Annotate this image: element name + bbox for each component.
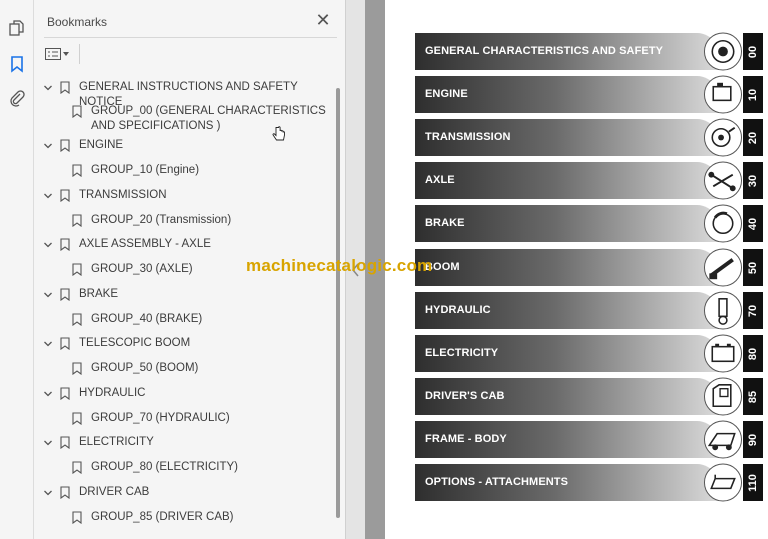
transmission-icon [703,118,743,157]
toc-number-tab [743,421,763,458]
toc-number-tab [743,335,763,372]
bookmark-icon [60,238,70,251]
toc-entry[interactable] [415,162,763,199]
close-icon[interactable]: ✕ [315,10,331,30]
toc-number: 80 [747,347,759,360]
bookmark-icon [60,139,70,152]
chevron-down-icon[interactable] [43,339,53,349]
document-page [385,0,768,539]
toc-label: HYDRAULIC [425,304,491,316]
toc-label: TRANSMISSION [425,131,511,143]
hand-cursor-icon [272,126,286,142]
toc-entry[interactable] [415,76,763,113]
toc-number: 110 [747,473,759,492]
boom-icon [703,248,743,287]
frame-icon [703,420,743,459]
engine-icon [703,75,743,114]
toc-label: BRAKE [425,217,465,229]
bookmark-label: GENERAL INSTRUCTIONS AND SAFETY NOTICE [79,81,298,108]
toc-band [415,249,725,286]
toc-number-tab [743,162,763,199]
bookmark-label: GROUP_70 (HYDRAULIC) [91,412,230,424]
toc-label: FRAME - BODY [425,433,507,445]
bookmark-label: AXLE ASSEMBLY - AXLE [79,238,211,250]
chevron-down-icon[interactable] [43,438,53,448]
bookmark-label: GROUP_30 (AXLE) [91,263,193,275]
attachment-icon[interactable] [5,86,29,110]
bookmark-icon [60,337,70,350]
toc-number: 90 [747,433,759,446]
toc-number: 70 [747,304,759,317]
toc-number-tab [743,119,763,156]
toc-number: 30 [747,174,759,187]
chevron-down-icon[interactable] [43,141,53,151]
bookmark-label: DRIVER CAB [79,486,150,498]
toc-entry[interactable] [415,33,763,70]
tools-rail [0,0,34,539]
toc-number-tab [743,378,763,415]
toc-label: ENGINE [425,88,468,100]
attachments-icon [703,463,743,502]
brake-icon [703,204,743,243]
chevron-down-icon[interactable] [43,240,53,250]
bookmark-icon [72,412,82,425]
bookmark-icon[interactable] [5,52,29,76]
bookmark-icon [60,486,70,499]
electricity-icon [703,334,743,373]
bookmark-icon [72,461,82,474]
toc-number-tab [743,464,763,501]
toc-entry[interactable] [415,205,763,242]
bookmark-label: GROUP_50 (BOOM) [91,362,199,374]
hydraulic-icon [703,291,743,330]
bookmark-icon [60,189,70,202]
toc-label: BOOM [425,261,460,273]
dropdown-caret-icon [63,52,69,56]
toc-entry[interactable] [415,464,763,501]
toc-label: DRIVER'S CAB [425,390,505,402]
chevron-down-icon[interactable] [43,83,53,93]
bookmark-icon [60,387,70,400]
toc-entry[interactable] [415,249,763,286]
toc-number: 20 [747,131,759,144]
chevron-down-icon[interactable] [43,290,53,300]
bookmark-options-button[interactable] [45,44,75,64]
bookmark-icon [60,436,70,449]
cab-icon [703,377,743,416]
toc-number: 50 [747,261,759,274]
toc-number-tab [743,249,763,286]
bookmark-label: GROUP_10 (Engine) [91,164,200,176]
toc-number: 85 [747,390,759,403]
toc-number-tab [743,76,763,113]
bookmark-icon [60,288,70,301]
bookmark-icon [72,263,82,276]
toc-entry[interactable] [415,119,763,156]
bookmark-icon [60,81,70,94]
copy-pages-icon[interactable] [5,16,29,40]
bookmark-icon [72,362,82,375]
safety-icon [703,32,743,71]
bookmark-label: ELECTRICITY [79,436,154,448]
scrollbar[interactable] [334,76,342,539]
toc-number: 00 [747,45,759,58]
divider [79,44,80,64]
bookmark-icon [72,511,82,524]
bookmark-label: BRAKE [79,288,118,300]
toc-number-tab [743,205,763,242]
panel-title: Bookmarks [47,15,108,29]
scrollbar-thumb[interactable] [336,88,340,518]
bookmark-label: TELESCOPIC BOOM [79,337,191,349]
bookmark-label: GROUP_80 (ELECTRICITY) [91,461,238,473]
bookmark-icon [72,214,82,227]
toc-label: GENERAL CHARACTERISTICS AND SAFETY [425,45,664,57]
watermark: machinecatalogic.com [246,256,433,275]
bookmark-tree [34,74,332,539]
toc-label: OPTIONS - ATTACHMENTS [425,476,569,488]
toc-number-tab [743,292,763,329]
toc-label: AXLE [425,174,455,186]
bookmark-label: ENGINE [79,139,124,151]
bookmark-label: GROUP_00 (GENERAL CHARACTERISTICS AND SPECIFICATIONS ) [91,105,326,132]
toc-number-tab [743,33,763,70]
bookmark-label: TRANSMISSION [79,189,167,201]
toc-entry[interactable] [415,378,763,415]
toc-entry[interactable] [415,421,763,458]
bookmark-label: GROUP_40 (BRAKE) [91,313,203,325]
list-options-icon [45,48,61,60]
chevron-down-icon[interactable] [43,191,53,201]
toc-entry[interactable] [415,292,763,329]
bookmark-label: GROUP_20 (Transmission) [91,214,232,226]
bookmark-icon [72,313,82,326]
divider [44,37,337,38]
toc-number: 10 [747,88,759,101]
axle-icon [703,161,743,200]
toc-number: 40 [747,217,759,230]
chevron-down-icon[interactable] [43,488,53,498]
bookmark-label: GROUP_85 (DRIVER CAB) [91,511,234,523]
toc-band [415,162,725,199]
bookmark-icon [72,105,82,118]
toc-entry[interactable] [415,335,763,372]
chevron-down-icon[interactable] [43,389,53,399]
toc-label: ELECTRICITY [425,347,499,359]
bookmark-icon [72,164,82,177]
bookmark-label: HYDRAULIC [79,387,146,399]
